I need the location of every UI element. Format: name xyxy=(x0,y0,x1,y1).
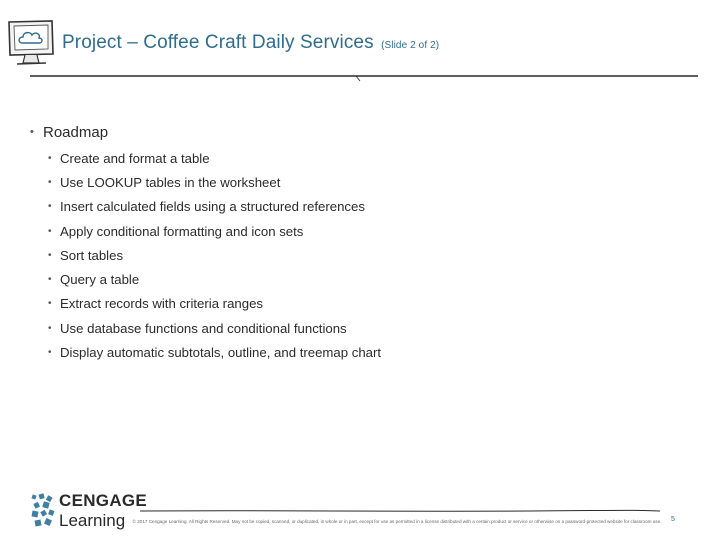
copyright-notice: © 2017 Cengage Learning. All Rights Reserved. May not be copied, scanned, or duplicated, in whole or in part, except for use as permitted in a license distributed with a certain product or service or otherwise on a password-protected website for classroom use. xyxy=(132,519,662,524)
list-item xyxy=(48,292,690,316)
logo-text-learning: Learning xyxy=(59,511,126,530)
title-text: Project – Coffee Craft Daily Services xyxy=(62,32,374,53)
list-item xyxy=(48,340,690,364)
list-item-text: Use LOOKUP tables in the worksheet xyxy=(60,174,281,190)
slide-indicator: (Slide 2 of 2) xyxy=(381,40,440,51)
bullet-icon: • xyxy=(48,322,52,334)
bullet-icon: • xyxy=(48,347,52,359)
list-item xyxy=(48,146,690,170)
cloud-monitor-icon xyxy=(6,18,56,70)
list-item-text: Use database functions and conditional functions xyxy=(60,320,347,336)
list-item-text: Create and format a table xyxy=(60,150,210,166)
list-item-text: Extract records with criteria ranges xyxy=(60,296,264,312)
bullet-icon: • xyxy=(48,298,52,310)
page-number: 5 xyxy=(671,516,675,523)
cengage-logo xyxy=(28,488,148,534)
footer-divider xyxy=(140,508,660,514)
heading-text: Roadmap xyxy=(43,123,109,141)
logo-cubes-icon xyxy=(30,492,56,530)
bullet-icon: • xyxy=(48,249,52,261)
list-item-text: Sort tables xyxy=(60,247,124,263)
list-item-text: Query a table xyxy=(60,272,140,288)
bullet-icon: • xyxy=(48,274,52,286)
list-item-text: Display automatic subtotals, outline, and treemap chart xyxy=(60,345,382,361)
list-item xyxy=(48,267,690,291)
bullet-icon: • xyxy=(48,201,52,213)
list-item-text: Apply conditional formatting and icon sets xyxy=(60,223,304,239)
header-divider xyxy=(30,70,698,82)
bullet-icon: • xyxy=(48,152,52,164)
list-item xyxy=(48,219,690,243)
content-area xyxy=(30,121,690,365)
bullet-heading xyxy=(30,121,690,143)
roadmap-list xyxy=(30,146,690,365)
bullet-icon: • xyxy=(48,225,52,237)
bullet-icon: • xyxy=(48,176,52,188)
list-item xyxy=(48,243,690,267)
bullet-icon: • xyxy=(30,126,34,138)
list-item xyxy=(48,195,690,219)
list-item xyxy=(48,316,690,340)
page-title xyxy=(62,32,439,54)
list-item xyxy=(48,170,690,194)
list-item-text: Insert calculated fields using a structured references xyxy=(60,199,365,215)
logo-text-cengage: CENGAGE xyxy=(59,491,148,510)
